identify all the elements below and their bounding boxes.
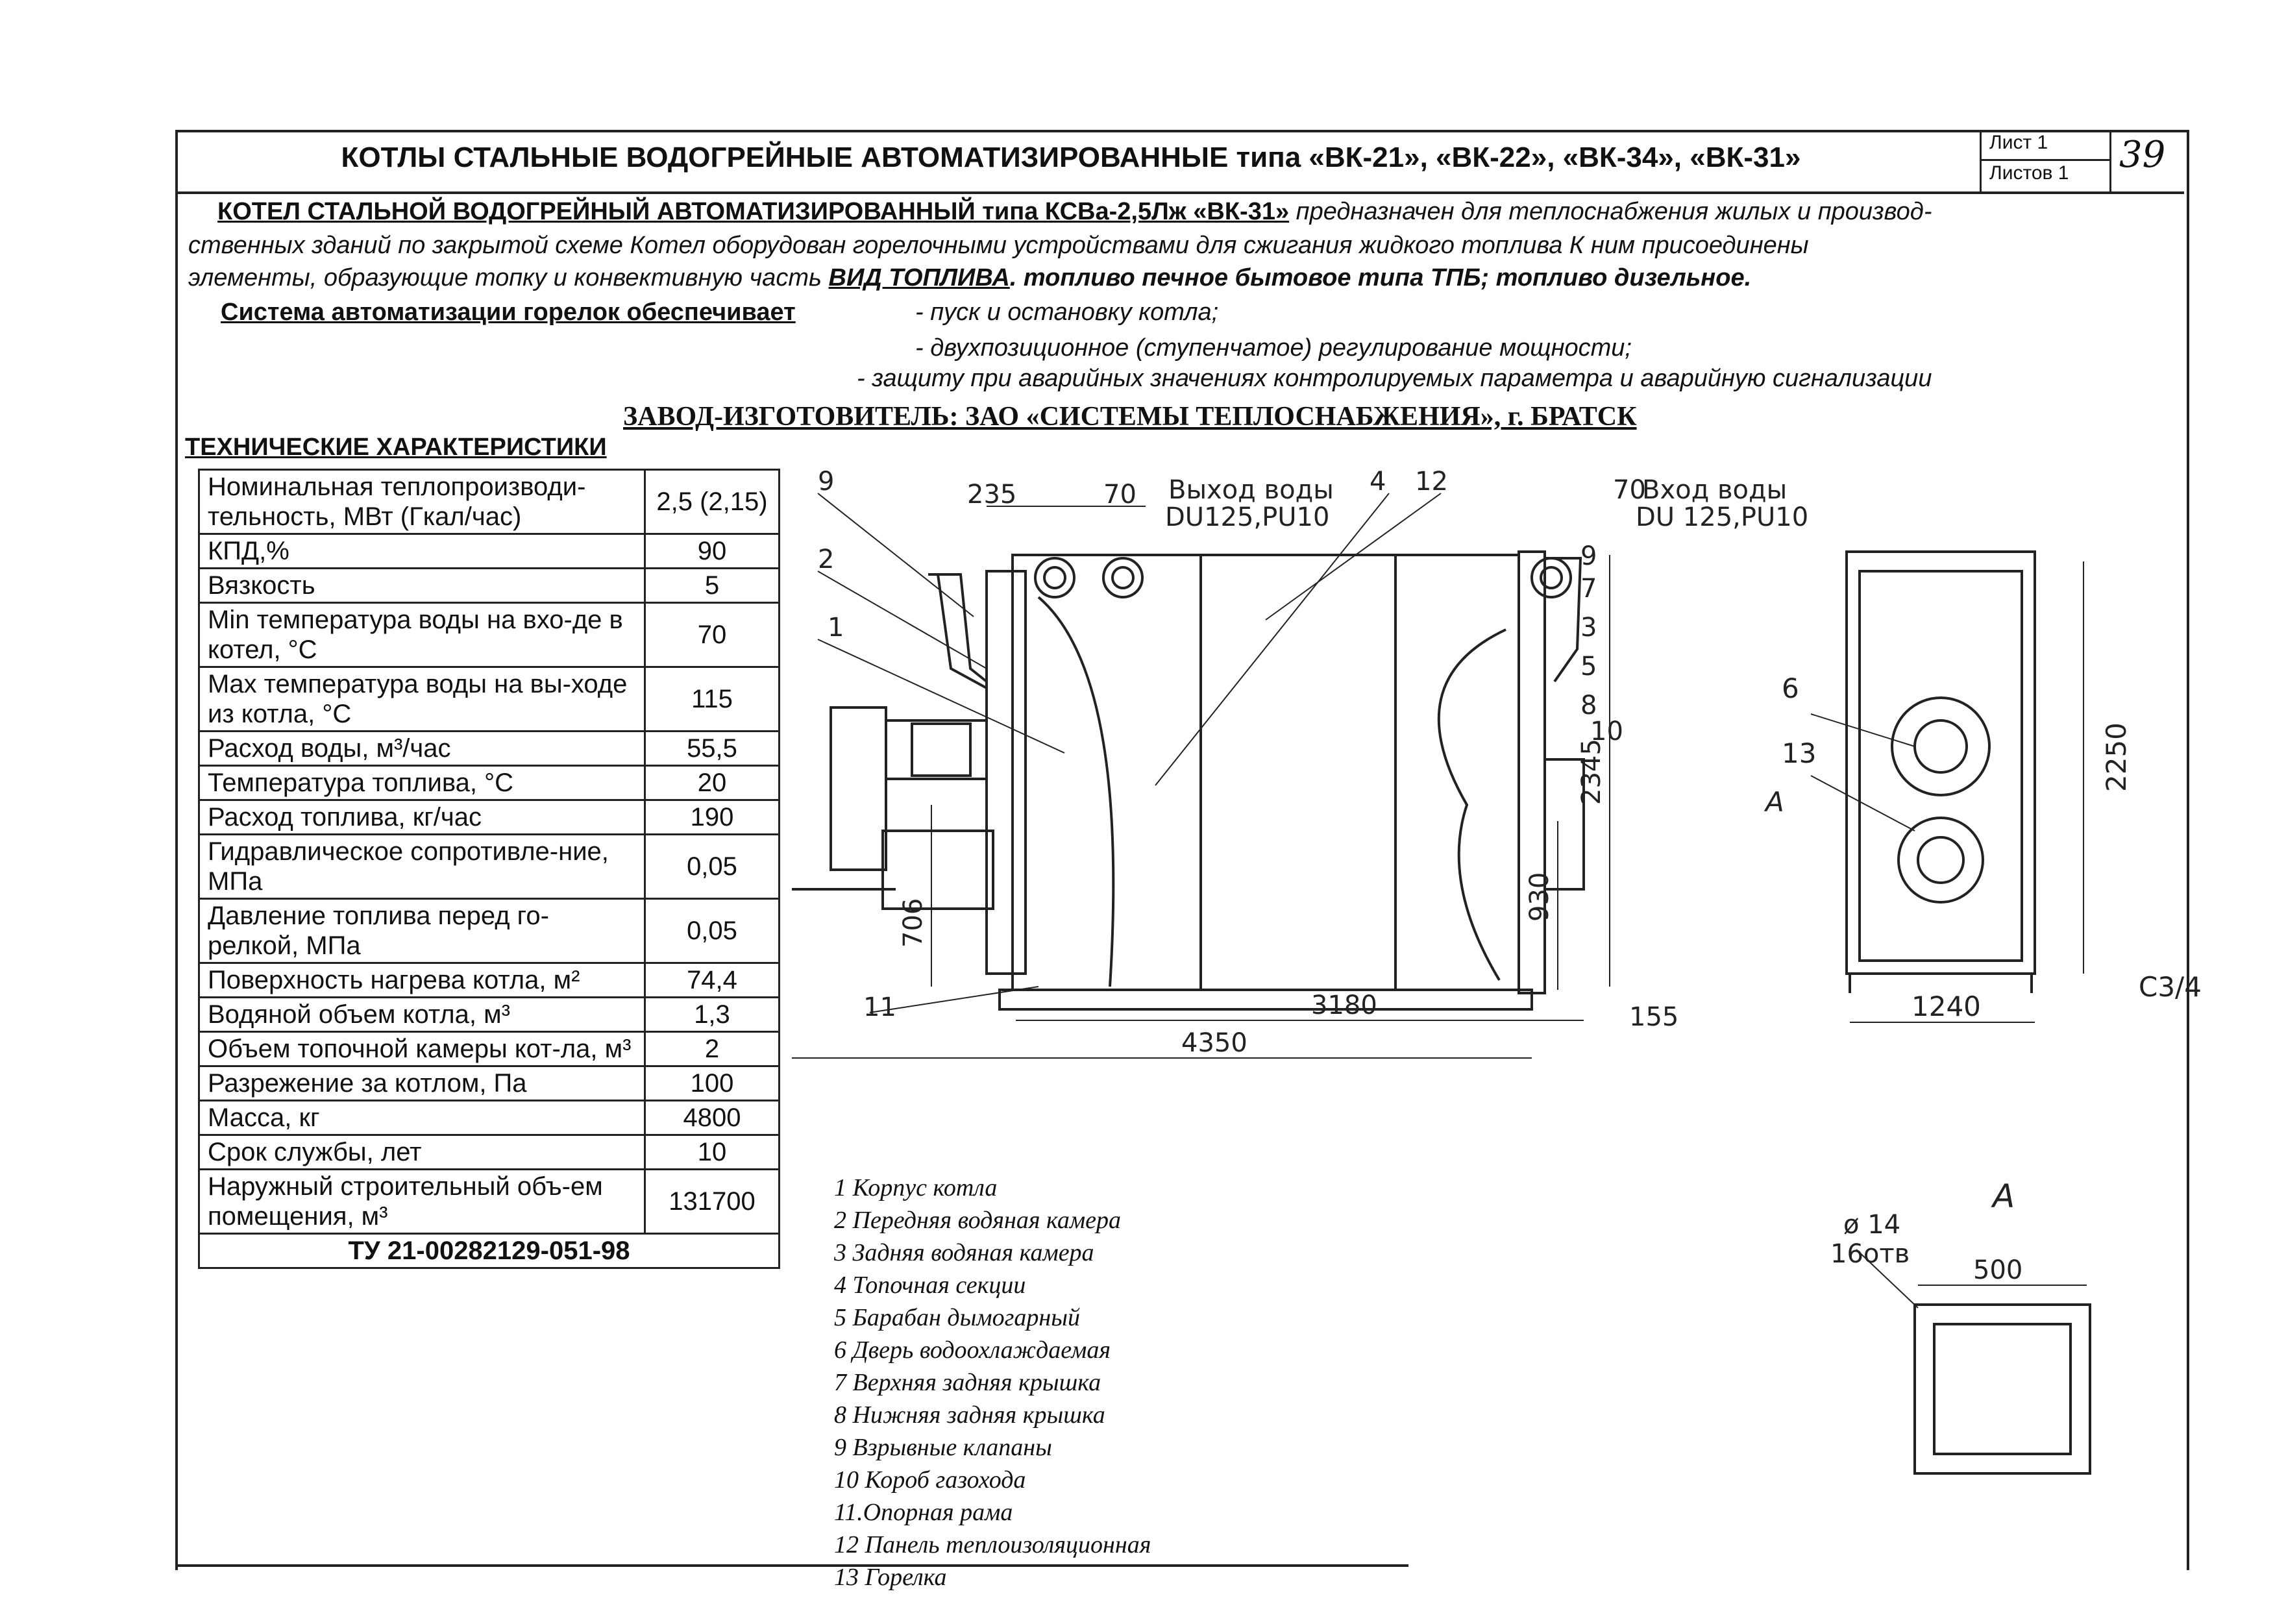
spec-row <box>199 800 780 835</box>
burner-opening <box>1899 818 1983 902</box>
spec-param: Давление топлива перед го-релкой, МПа <box>199 899 645 963</box>
callout-9: 9 <box>818 467 835 497</box>
automation-item-3: - защиту при аварийных значениях контролируемых параметра и аварийную сигнализации <box>857 365 1932 392</box>
spec-row <box>199 667 780 732</box>
spec-row <box>199 766 780 800</box>
intro-purpose: предназначен для теплоснабжения жилых и производ- <box>1289 198 1932 225</box>
spec-value: 115 <box>645 667 780 732</box>
callout-8: 8 <box>1580 691 1597 720</box>
spec-row <box>199 569 780 603</box>
dim-1240: 1240 <box>1911 990 1981 1022</box>
legend-item: 1 Корпус котла <box>834 1174 998 1201</box>
spec-param: Водяной объем котла, м³ <box>199 998 645 1032</box>
callout-7: 7 <box>1580 574 1597 604</box>
detail-a <box>1817 1168 2109 1506</box>
spec-value: 55,5 <box>645 732 780 766</box>
spec-row <box>199 1032 780 1066</box>
legend-item: 6 Дверь водоохлаждаемая <box>834 1336 1111 1364</box>
dim-c34: С3/4 <box>2139 971 2202 1003</box>
flange-outline <box>1915 1305 2090 1473</box>
spec-param: Разрежение за котлом, Па <box>199 1066 645 1101</box>
spec-param: Расход топлива, кг/час <box>199 800 645 835</box>
detail-width: 500 <box>1973 1255 2023 1285</box>
automation-item-2: - двухпозиционное (ступенчатое) регулирование мощности; <box>915 334 1632 362</box>
frame-bottom-line <box>175 1564 1408 1567</box>
manufacturer: ЗАВОД-ИЗГОТОВИТЕЛЬ: ЗАО «СИСТЕМЫ ТЕПЛОСНАБЖЕНИЯ», г. БРАТСК <box>623 402 1637 432</box>
spec-value: 2,5 (2,15) <box>645 470 780 534</box>
document-title: КОТЛЫ СТАЛЬНЫЕ ВОДОГРЕЙНЫЕ АВТОМАТИЗИРОВАННЫЕ типа «ВК-21», «ВК-22», «ВК-34», «ВК-31» <box>341 141 1801 173</box>
fuel-type-label: ВИД ТОПЛИВА <box>828 264 1010 291</box>
spec-value: 90 <box>645 534 780 569</box>
specs-table <box>198 469 780 1269</box>
automation-label: Система автоматизации горелок обеспечивает <box>221 299 796 326</box>
detail-hole-diameter: ø 14 <box>1843 1210 1901 1240</box>
spec-param: Max температура воды на вы-ходе из котла, °С <box>199 667 645 732</box>
spec-param: Наружный строительный объ-ем помещения, м³ <box>199 1170 645 1234</box>
callout-13: 13 <box>1782 737 1817 769</box>
dim-155: 155 <box>1629 1002 1679 1032</box>
spec-row <box>199 1101 780 1135</box>
legend-item: 5 Барабан дымогарный <box>834 1304 1080 1331</box>
spec-value: 0,05 <box>645 899 780 963</box>
spec-param: Температура топлива, °С <box>199 766 645 800</box>
tu-number: ТУ 21-00282129-051-98 <box>199 1234 780 1268</box>
legend-item: 11.Опорная рама <box>834 1499 1013 1526</box>
intro-line-3-start: элементы, образующие топку и конвективную часть <box>188 264 829 291</box>
boiler-model-name: КОТЕЛ СТАЛЬНОЙ ВОДОГРЕЙНЫЙ АВТОМАТИЗИРОВАННЫЙ типа КСВа-2,5Лж «ВК-31» <box>217 198 1290 225</box>
spec-row <box>199 963 780 998</box>
spec-value: 100 <box>645 1066 780 1101</box>
callout-10: 10 <box>1590 717 1623 746</box>
outlet-label: Выход воды <box>1168 475 1334 505</box>
spec-row <box>199 1170 780 1234</box>
spec-value: 5 <box>645 569 780 603</box>
dim-70-left: 70 <box>1103 480 1137 510</box>
callout-12: 12 <box>1415 467 1448 497</box>
dim-706: 706 <box>898 898 928 948</box>
spec-param: Min температура воды на вхо-де в котел, °С <box>199 603 645 667</box>
intro-line-3 <box>188 264 1751 292</box>
spec-param: Расход воды, м³/час <box>199 732 645 766</box>
spec-value: 4800 <box>645 1101 780 1135</box>
spec-param: Вязкость <box>199 569 645 603</box>
callout-2: 2 <box>818 545 835 574</box>
callout-5: 5 <box>1580 652 1597 682</box>
intro-line-1 <box>217 198 1932 226</box>
legend-item: 13 Горелка <box>834 1564 947 1591</box>
spec-row <box>199 899 780 963</box>
spec-param: Номинальная теплопроизводи-тельность, МВт (Гкал/час) <box>199 470 645 534</box>
outlet-dn: DU125,PU10 <box>1165 502 1330 532</box>
inlet-label: Вход воды <box>1642 475 1788 505</box>
header-divider <box>175 191 2184 194</box>
support-frame <box>1000 990 1532 1009</box>
spec-param: Объем топочной камеры кот-ла, м³ <box>199 1032 645 1066</box>
legend-item: 2 Передняя водяная камера <box>834 1207 1121 1234</box>
boiler-front-view <box>1752 519 2246 1052</box>
door-upper <box>1892 698 1989 795</box>
spec-row <box>199 835 780 899</box>
spec-value: 74,4 <box>645 963 780 998</box>
legend-item: 7 Верхняя задняя крышка <box>834 1369 1101 1396</box>
legend-item: 10 Короб газохода <box>834 1466 1026 1494</box>
legend-item: 9 Взрывные клапаны <box>834 1434 1052 1461</box>
dim-930: 930 <box>1525 872 1555 922</box>
spec-row <box>199 534 780 569</box>
sheet-number: 39 <box>2119 134 2166 176</box>
dim-2250: 2250 <box>2100 722 2132 792</box>
spec-value: 2 <box>645 1032 780 1066</box>
spec-value: 70 <box>645 603 780 667</box>
spec-row <box>199 603 780 667</box>
callout-9-rear: 9 <box>1580 541 1597 571</box>
spec-row <box>199 998 780 1032</box>
dim-235: 235 <box>967 480 1017 510</box>
inlet-dn: DU 125,PU10 <box>1636 502 1809 532</box>
spec-row <box>199 1066 780 1101</box>
legend-item: 12 Панель теплоизоляционная <box>834 1531 1151 1558</box>
spec-param: Масса, кг <box>199 1101 645 1135</box>
automation-item-1: - пуск и остановку котла; <box>915 299 1219 326</box>
dim-2345: 2345 <box>1577 739 1606 805</box>
callout-4: 4 <box>1370 467 1386 497</box>
legend-item: 8 Нижняя задняя крышка <box>834 1401 1105 1429</box>
spec-param: КПД,% <box>199 534 645 569</box>
spec-value: 0,05 <box>645 835 780 899</box>
callout-1: 1 <box>828 613 844 643</box>
callout-6: 6 <box>1782 672 1799 704</box>
legend-item: 4 Топочная секции <box>834 1272 1026 1299</box>
spec-row <box>199 1135 780 1170</box>
dim-70-right: 70 <box>1613 475 1646 505</box>
callout-11: 11 <box>863 992 896 1022</box>
callout-3: 3 <box>1580 613 1597 643</box>
spec-param: Поверхность нагрева котла, м² <box>199 963 645 998</box>
spec-value: 10 <box>645 1135 780 1170</box>
dim-4350: 4350 <box>1181 1028 1247 1058</box>
section-a-marker: A <box>1765 786 1784 818</box>
spec-row <box>199 732 780 766</box>
boiler-body <box>1013 555 1519 990</box>
spec-value: 20 <box>645 766 780 800</box>
detail-a-title: A <box>1993 1177 2015 1215</box>
sheet-label: Лист 1 <box>1989 132 2048 153</box>
detail-hole-count: 16отв <box>1830 1239 1910 1269</box>
spec-param: Срок службы, лет <box>199 1135 645 1170</box>
specs-heading: ТЕХНИЧЕСКИЕ ХАРАКТЕРИСТИКИ <box>185 434 607 461</box>
spec-param: Гидравлическое сопротивле-ние, МПа <box>199 835 645 899</box>
spec-row <box>199 470 780 534</box>
front-body <box>1847 552 2035 974</box>
sheet-box-divider <box>1980 159 2109 161</box>
legend-item: 3 Задняя водяная камера <box>834 1239 1094 1266</box>
fuel-type-value: . топливо печное бытовое типа ТПБ; топливо дизельное. <box>1009 264 1752 291</box>
spec-value: 190 <box>645 800 780 835</box>
sheets-count-label: Листов 1 <box>1989 162 2069 184</box>
spec-value: 131700 <box>645 1170 780 1234</box>
intro-line-2: ственных зданий по закрытой схеме Котел оборудован горелочными устройствами для сжигания жидкого топлива К ним присоединены <box>188 232 1809 259</box>
dim-3180: 3180 <box>1311 990 1377 1020</box>
spec-value: 1,3 <box>645 998 780 1032</box>
